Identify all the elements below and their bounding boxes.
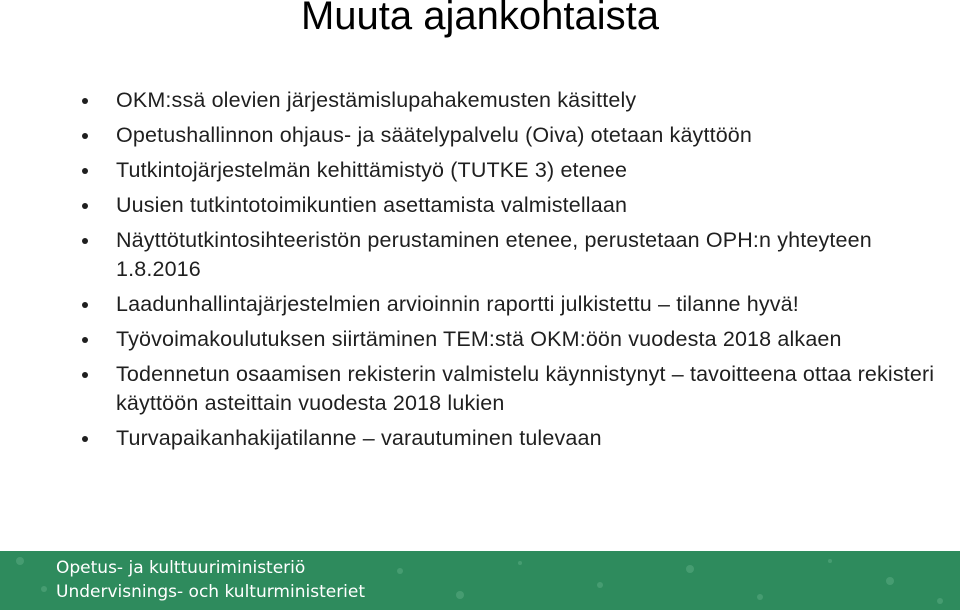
bullet-text: Tutkintojärjestelmän kehittämistyö (TUTKE 3) etenee bbox=[116, 158, 628, 182]
bullet-text: OKM:ssä olevien järjestämislupahakemusten käsittely bbox=[116, 88, 637, 112]
bullet-item bbox=[82, 325, 942, 354]
bullet-item bbox=[82, 121, 942, 150]
bullet-item bbox=[82, 86, 942, 115]
bullet-dot-icon bbox=[82, 337, 88, 343]
bullet-list bbox=[82, 86, 942, 459]
bullet-dot-icon bbox=[82, 436, 88, 442]
bullet-item bbox=[82, 191, 942, 220]
ministry-name-swedish: Undervisnings- och kulturministeriet bbox=[56, 582, 366, 602]
bullet-dot-icon bbox=[82, 98, 88, 104]
bullet-dot-icon bbox=[82, 238, 88, 244]
bullet-text: Laadunhallintajärjestelmien arvioinnin raportti julkistettu – tilanne hyvä! bbox=[116, 292, 799, 316]
bullet-text: Turvapaikanhakijatilanne – varautuminen tulevaan bbox=[116, 426, 602, 450]
bullet-item bbox=[82, 226, 942, 284]
bullet-item bbox=[82, 290, 942, 319]
slide-title: Muuta ajankohtaista bbox=[300, 0, 659, 38]
bullet-item bbox=[82, 360, 942, 418]
bullet-dot-icon bbox=[82, 203, 88, 209]
bullet-text: Työvoimakoulutuksen siirtäminen TEM:stä OKM:öön vuodesta 2018 alkaen bbox=[116, 327, 842, 351]
bullet-item bbox=[82, 424, 942, 453]
bullet-text: Todennetun osaamisen rekisterin valmistelu käynnistynyt – tavoitteena ottaa rekisteri käyttöön asteittain vuodesta 2018 lukien bbox=[116, 362, 935, 415]
ministry-name-finnish: Opetus- ja kulttuuriministeriö bbox=[56, 558, 306, 578]
bullet-text: Näyttötutkintosihteeristön perustaminen etenee, perustetaan OPH:n yhteyteen 1.8.2016 bbox=[116, 228, 872, 281]
ministry-footer-banner bbox=[0, 551, 960, 610]
bullet-text: Opetushallinnon ohjaus- ja säätelypalvelu (Oiva) otetaan käyttöön bbox=[116, 123, 753, 147]
bullet-dot-icon bbox=[82, 168, 88, 174]
bullet-dot-icon bbox=[82, 133, 88, 139]
bullet-dot-icon bbox=[82, 372, 88, 378]
bullet-dot-icon bbox=[82, 302, 88, 308]
bullet-text: Uusien tutkintotoimikuntien asettamista valmistellaan bbox=[116, 193, 628, 217]
bullet-item bbox=[82, 156, 942, 185]
